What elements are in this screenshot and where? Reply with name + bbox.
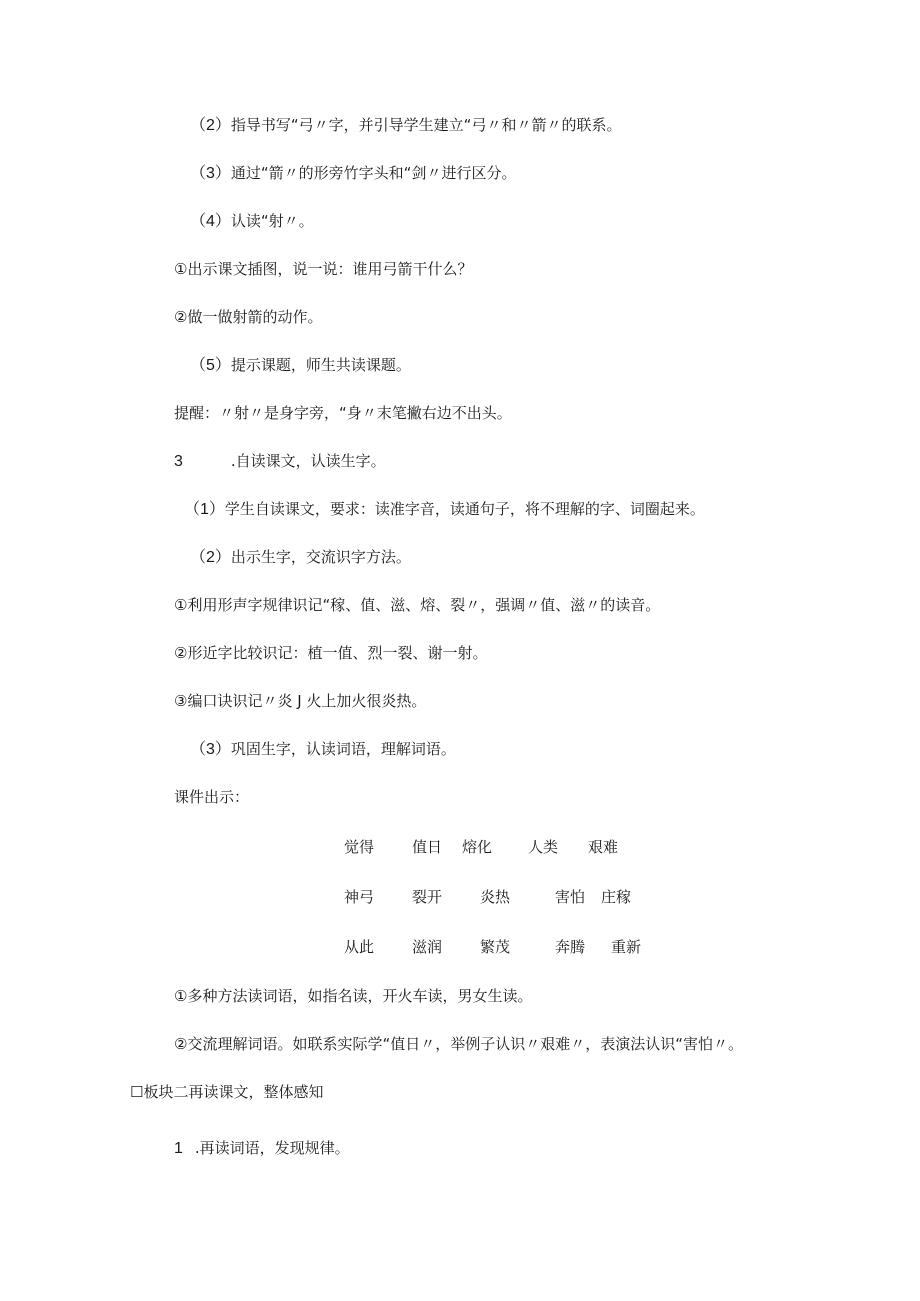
- item-text: 巩固生字，认读词语，理解词语。: [230, 740, 456, 758]
- item-text: ②交流理解词语。如联系实际学“值日〃，举例子认识〃艰难〃，表演法认识“害怕〃。: [174, 1035, 743, 1053]
- item-text: ①出示课文插图，说一说：谁用弓箭干什么？: [174, 260, 473, 278]
- word-cell: 滋润: [412, 938, 443, 956]
- item-text: 学生自读课文，要求：读准字音，读通句子，将不理解的字、词圈起来。: [224, 500, 705, 518]
- word-cell: 从此: [344, 938, 375, 956]
- sub-item-read-methods: [174, 986, 532, 1006]
- item-number: （3）: [190, 741, 231, 758]
- item-number: （1）: [184, 501, 225, 518]
- item-text: 出示生字，交流识字方法。: [230, 548, 411, 566]
- step-5-show-title: [190, 355, 411, 376]
- word-cell: 繁茂: [480, 938, 511, 956]
- item-text: .自读课文，认读生字。: [230, 452, 386, 470]
- sub-item-mnemonic: [174, 691, 426, 711]
- item-text: 通过“箭〃的形旁竹字头和“剑〃进行区分。: [230, 164, 517, 182]
- reminder-line: [174, 403, 512, 423]
- item-text: 认读“射〃。: [230, 212, 314, 230]
- item-number: 1: [174, 1140, 183, 1157]
- section-1-reread: [174, 1138, 350, 1159]
- courseware-label: [174, 787, 249, 807]
- item-text: 提醒：〃射〃是身字旁，“身〃末笔撇右边不出头。: [174, 404, 512, 422]
- item-number: （4）: [190, 213, 231, 230]
- item-text: ②形近字比较识记：植一值、烈一裂、谢一射。: [174, 644, 488, 662]
- word-cell: 人类: [528, 838, 559, 856]
- word-cell: 艰难: [588, 838, 619, 856]
- step-2-guide-writing: [190, 115, 621, 136]
- step-1-self-read: [184, 499, 705, 520]
- item-number: （2）: [190, 117, 231, 134]
- step-4-read-she: [190, 211, 314, 232]
- item-number: （3）: [190, 165, 231, 182]
- item-text: .再读词语，发现规律。: [194, 1139, 350, 1157]
- item-text: 指导书写“弓〃字，并引导学生建立“弓〃和〃箭〃的联系。: [230, 116, 622, 134]
- word-cell: 神弓: [344, 888, 375, 906]
- item-number: （2）: [190, 549, 231, 566]
- word-cell: 觉得: [344, 838, 375, 856]
- item-text: 提示课题，师生共读课题。: [230, 356, 411, 374]
- word-cell: 庄稼: [601, 888, 632, 906]
- sub-item-archery-action: [174, 307, 322, 327]
- item-number: （5）: [190, 357, 231, 374]
- section-block-2-heading: [130, 1082, 323, 1102]
- item-text: ②做一做射箭的动作。: [174, 308, 323, 326]
- item-text: ③编口诀识记〃炎 J 火上加火很炎热。: [174, 692, 427, 710]
- word-cell: 重新: [611, 938, 642, 956]
- step-3-distinguish: [190, 163, 516, 184]
- sub-item-show-illustration: [174, 259, 472, 279]
- item-text: ①利用形声字规律识记“稼、值、滋、熔、裂〃，强调〃值、滋〃的读音。: [174, 596, 661, 614]
- word-cell: 熔化: [462, 838, 493, 856]
- item-text: ①多种方法读词语，如指名读，开火车读，男女生读。: [174, 987, 533, 1005]
- sub-item-understand-words: [174, 1034, 743, 1054]
- item-text: ☐板块二再读课文，整体感知: [130, 1083, 324, 1101]
- step-3-consolidate: [190, 739, 456, 760]
- sub-item-phonetic-rule: [174, 595, 660, 615]
- item-text: 课件出示：: [174, 788, 250, 806]
- item-number: 3: [174, 453, 183, 470]
- step-2-show-characters: [190, 547, 411, 568]
- word-cell: 值日: [412, 838, 443, 856]
- section-3-heading: [174, 451, 386, 472]
- word-cell: 炎热: [480, 888, 511, 906]
- word-cell: 害怕: [555, 888, 586, 906]
- word-cell: 裂开: [412, 888, 443, 906]
- sub-item-similar-characters: [174, 643, 487, 663]
- word-cell: 奔腾: [555, 938, 586, 956]
